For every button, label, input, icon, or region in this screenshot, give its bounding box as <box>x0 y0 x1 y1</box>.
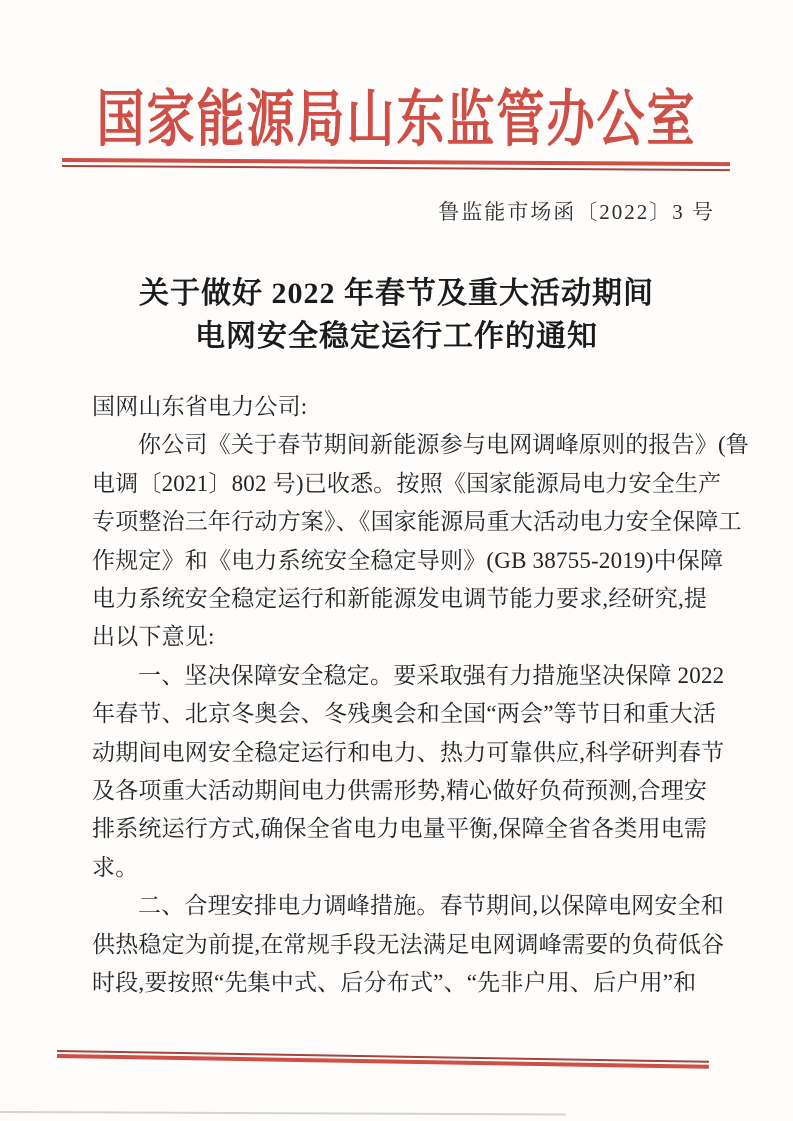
document-title-line-2: 电网安全稳定运行工作的通知 <box>195 320 598 353</box>
body-line: 供热稳定为前提,在常规手段无法满足电网调峰需要的负荷低谷 <box>92 931 725 957</box>
body-line: 作规定》和《电力系统安全稳定导则》(GB 38755-2019)中保障 <box>92 547 724 573</box>
letterhead-issuer: 国家能源局山东监管办公室 <box>96 86 697 154</box>
letterhead-rule <box>62 158 730 171</box>
body-line: 时段,要按照“先集中式、后分布式”、“先非户用、后户用”和 <box>92 970 697 996</box>
body-line: 二、合理安排电力调峰措施。春节期间,以保障电网安全和 <box>138 893 724 919</box>
body-line: 电力系统安全稳定运行和新能源发电调节能力要求,经研究,提 <box>92 586 708 612</box>
body-line: 专项整治三年行动方案》、《国家能源局重大活动电力安全保障工 <box>92 509 742 535</box>
document-title <box>0 272 793 358</box>
letterhead-rule-thin <box>62 165 730 171</box>
page-edge-shadow <box>0 1111 566 1115</box>
document-body <box>92 388 750 1003</box>
body-line: 你公司《关于春节期间新能源参与电网调峰原则的报告》(鲁 <box>138 432 750 458</box>
body-line: 一、坚决保障安全稳定。要采取强有力措施坚决保障 2022 <box>138 662 725 688</box>
body-line: 电调〔2021〕802 号)已收悉。按照《国家能源局电力安全生产 <box>92 470 722 496</box>
body-line: 排系统运行方式,确保全省电力电量平衡,保障全省各类用电需 <box>92 816 708 842</box>
body-line: 年春节、北京冬奥会、冬残奥会和全国“两会”等节日和重大活 <box>92 701 717 727</box>
body-line: 及各项重大活动期间电力供需形势,精心做好负荷预测,合理安 <box>92 778 708 804</box>
footer-rule <box>57 1050 709 1068</box>
document-title-line-1: 关于做好 2022 年春节及重大活动期间 <box>139 277 654 310</box>
recipient-line: 国网山东省电力公司: <box>92 394 308 419</box>
body-line: 求。 <box>92 854 139 880</box>
body-line: 动期间电网安全稳定运行和电力、热力可靠供应,科学研判春节 <box>92 739 725 765</box>
document-number: 鲁监能市场函〔2022〕3 号 <box>438 200 715 224</box>
body-line: 出以下意见: <box>92 624 215 650</box>
